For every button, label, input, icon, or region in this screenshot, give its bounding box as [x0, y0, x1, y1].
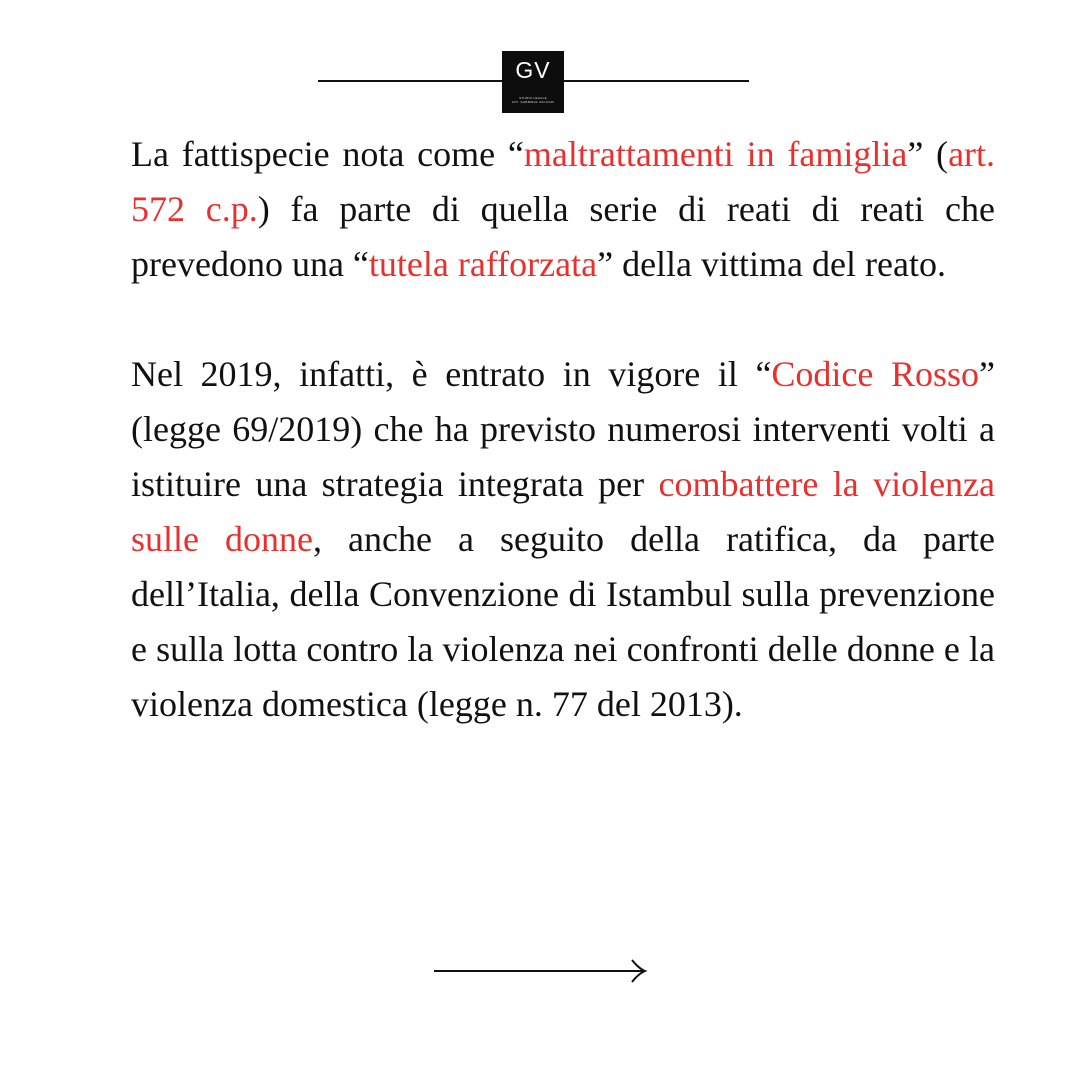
paragraph2-text-2: ” (legge 69/2019) che ha previsto numerosi interventi volti a istituire una strategia integrata per [131, 354, 995, 504]
logo-mark: GV [515, 57, 551, 83]
header-rule-left [318, 80, 502, 82]
paragraph2-text-3: , anche a seguito della ratifica, da parte dell’Italia, della Convenzione di Istambul sulla prevenzione e sulla lotta contro la violenza nei confronti delle donne e la violenza domestica (legge n. 77 del 2013). [131, 519, 995, 724]
highlight-maltrattamenti: maltrattamenti in famiglia [523, 134, 908, 174]
paragraph-maltrattamenti [131, 127, 995, 292]
paragraph1-text-2: ” ( [907, 134, 949, 174]
header-rule-right [564, 80, 749, 82]
article-body [131, 127, 995, 732]
highlight-codice-rosso: Codice Rosso [771, 354, 979, 394]
paragraph1-text-4: ” della vittima del reato. [597, 244, 946, 284]
highlight-tutela-rafforzata: tutela rafforzata [368, 244, 598, 284]
studio-logo [502, 51, 564, 113]
paragraph1-text-1: La fattispecie nota come “ [131, 134, 524, 174]
paragraph-codice-rosso [131, 347, 995, 732]
paragraph2-text-1: Nel 2019, infatti, è entrato in vigore il “ [131, 354, 772, 394]
highlight-violenza-donne: combattere la violenza sulle donne [131, 464, 996, 559]
paragraph1-text-3: ) fa parte di quella serie di reati di reati che prevedono una “ [131, 189, 996, 284]
logo-subtitle-line1: STUDIO LEGALE [519, 96, 547, 100]
highlight-article-reference: art. 572 c.p. [131, 134, 996, 229]
arrow-right-icon[interactable] [432, 957, 648, 985]
logo-subtitle-line2: AVV. GABRIELE VACCARI [511, 100, 555, 104]
